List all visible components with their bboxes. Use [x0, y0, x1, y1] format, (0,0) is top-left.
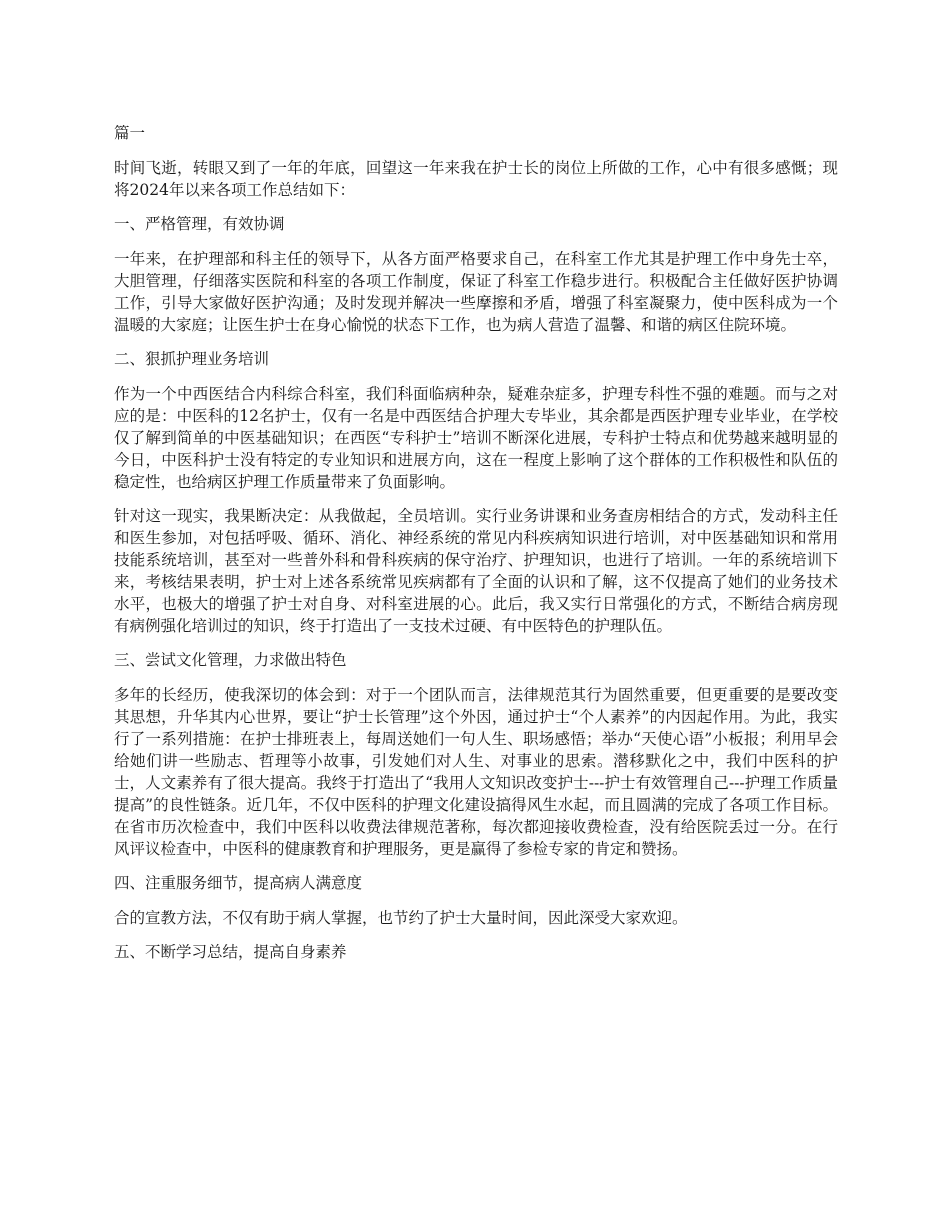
section-3-paragraph: 多年的长经历，使我深切的体会到：对于一个团队而言，法律规范其行为固然重要，但更重要的是要改变其思想，升华其内心世界，要让“护士长管理”这个外因，通过护士“个人素养”的内因起作用。为此，我实行了一系列措施：在护士排班表上，每周送她们一句人生、职场感悟；举办“天使心语”小板报；利用早会给她们讲一些励志、哲理等小故事，引发她们对人生、对事业的思索。潜移默化之中，我们中医科的护士，人文素养有了很大提高。我终于打造出了“我用人文知识改变护士---护士有效管理自己---护理工作质量提高”的良性链条。近几年，不仅中医科的护理文化建设搞得风生水起，而且圆满的完成了各项工作目标。在省市历次检查中，我们中医科以收费法律规范著称，每次都迎接收费检查，没有给医院丢过一分。在行风评议检查中，中医科的健康教育和护理服务，更是赢得了参检专家的肯定和赞扬。 — [114, 686, 838, 858]
section-4-paragraph: 合的宣教方法，不仅有助于病人掌握，也节约了护士大量时间，因此深受大家欢迎。 — [114, 909, 688, 927]
intro-paragraph: 时间飞逝，转眼又到了一年的年底，回望这一年来我在护士长的岗位上所做的工作，心中有很多感慨；现将2024年以来各项工作总结如下： — [114, 159, 838, 199]
section-1-paragraph: 一年来，在护理部和科主任的领导下，从各方面严格要求自己，在科室工作尤其是护理工作中身先士卒，大胆管理，仔细落实医院和科室的各项工作制度，保证了科室工作稳步进行。积极配合主任做好医护协调工作，引导大家做好医护沟通；及时发现并解决一些摩擦和矛盾，增强了科室凝聚力，使中医科成为一个温暖的大家庭；让医生护士在身心愉悦的状态下工作，也为病人营造了温馨、和谐的病区住院环境。 — [114, 250, 838, 334]
document-body — [114, 122, 838, 976]
document-title: 篇一 — [114, 124, 146, 142]
section-heading-3: 三、尝试文化管理，力求做出特色 — [114, 651, 347, 669]
section-heading-2: 二、狠抓护理业务培训 — [114, 350, 270, 368]
section-heading-1: 一、严格管理，有效协调 — [114, 215, 285, 233]
section-heading-4: 四、注重服务细节，提高病人满意度 — [114, 874, 363, 892]
section-heading-5: 五、不断学习总结，提高自身素养 — [114, 943, 347, 961]
section-2-paragraph-2: 针对这一现实，我果断决定：从我做起，全员培训。实行业务讲课和业务查房相结合的方式，发动科主任和医生参加，对包括呼吸、循环、消化、神经系统的常见内科疾病知识进行培训，对中医基础知识和常用技能系统培训，甚至对一些普外科和骨科疾病的保守治疗、护理知识，也进行了培训。一年的系统培训下来，考核结果表明，护士对上述各系统常见疾病都有了全面的认识和了解，这不仅提高了她们的业务技术水平，也极大的增强了护士对自身、对科室进展的心。此后，我又实行日常强化的方式，不断结合病房现有病例强化培训过的知识，终于打造出了一支技术过硬、有中医特色的护理队伍。 — [114, 507, 838, 635]
section-2-paragraph-1: 作为一个中西医结合内科综合科室，我们科面临病种杂，疑难杂症多，护理专科性不强的难题。而与之对应的是：中医科的12名护士，仅有一名是中西医结合护理大专毕业，其余都是西医护理专业毕业，在学校仅了解到简单的中医基础知识；在西医“专科护士”培训不断深化进展，专科护士特点和优势越来越明显的今日，中医科护士没有特定的专业知识和进展方向，这在一程度上影响了这个群体的工作积极性和队伍的稳定性，也给病区护理工作质量带来了负面影响。 — [114, 385, 838, 491]
